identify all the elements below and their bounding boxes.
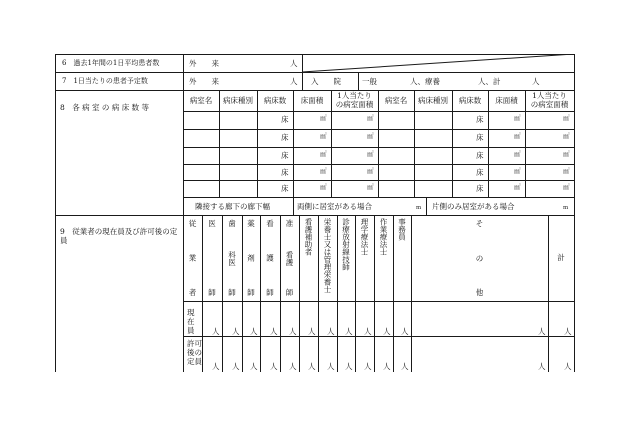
left-header-bed-count: 病床数 — [263, 96, 287, 105]
staff-header-11: 事務員 — [397, 218, 407, 241]
left-header-floor-area: 床面積 — [300, 96, 324, 105]
right-floor-area-unit-0: ㎡ — [514, 114, 521, 122]
staff-col-divider — [318, 215, 319, 372]
staff-current-unit-3: 人 — [250, 327, 258, 336]
corridor-top — [183, 197, 574, 198]
row8-label: 8 各 病 室 の 病 床 数 等 — [60, 103, 149, 112]
staff-after-permit-unit-3: 人 — [250, 362, 258, 371]
room-col-divider — [452, 90, 453, 197]
staff-current-unit-5: 人 — [289, 327, 297, 336]
right-header-bed-count: 病床数 — [458, 96, 482, 105]
left-header-room-area: の病室面積 — [335, 100, 374, 109]
row9-label: 9 従業者の現在員及び許可後の定員 — [60, 227, 178, 245]
one-side-m-unit: m — [563, 205, 569, 211]
left-room-area-unit-2: ㎡ — [367, 150, 374, 158]
staff-col-divider — [337, 215, 338, 372]
right-bed-unit-1: 床 — [476, 133, 484, 142]
left-bed-unit-0: 床 — [281, 115, 289, 124]
staff-header-10: 作業療法士 — [379, 218, 388, 256]
right-header-floor-area: 床面積 — [495, 96, 518, 105]
right-room-area-unit-2: ㎡ — [563, 150, 570, 158]
right-floor-area-unit-4: ㎡ — [514, 183, 521, 191]
staff-col-divider — [355, 215, 356, 372]
left-room-area-unit-3: ㎡ — [367, 167, 374, 175]
right-room-area-unit-1: ㎡ — [563, 132, 570, 140]
staff-current-unit-7: 人 — [327, 327, 335, 336]
staff-header-0-top: 従 — [188, 219, 197, 228]
right-header-per-person: 1人当たり — [532, 91, 567, 100]
row7-outpatient-label: 外 来 — [189, 77, 219, 86]
right-bed-unit-4: 床 — [476, 184, 484, 193]
staff-current-unit-1: 人 — [212, 327, 220, 336]
staff-header-4-top: 看 — [266, 219, 274, 228]
row7-divider — [302, 72, 303, 90]
room-col-divider — [414, 90, 415, 197]
row-divider — [55, 90, 574, 91]
right-room-area-unit-4: ㎡ — [563, 183, 570, 191]
left-border — [55, 54, 56, 372]
row7-outpatient-unit: 人 — [290, 77, 298, 86]
room-col-divider — [378, 90, 379, 197]
left-bed-unit-2: 床 — [281, 151, 289, 160]
row6-unit: 人 — [290, 59, 298, 68]
corridor-divider — [426, 197, 427, 215]
right-floor-area-unit-2: ㎡ — [514, 150, 521, 158]
staff-after-permit-unit-7: 人 — [327, 362, 335, 371]
staff-col-divider — [393, 215, 394, 372]
both-sides-m-unit: m — [416, 205, 422, 211]
staff-after-permit-unit-5: 人 — [289, 362, 297, 371]
room-col-divider — [257, 90, 258, 197]
staff-current-unit-8: 人 — [345, 327, 353, 336]
right-room-area-unit-0: ㎡ — [563, 114, 570, 122]
staff-current-unit-other: 人 — [538, 327, 546, 336]
room-col-divider — [219, 90, 220, 197]
staff-header-4-mid: 護 — [265, 254, 275, 262]
left-floor-area-unit-3: ㎡ — [320, 167, 327, 175]
staff-row-current-label: 現在員 — [187, 308, 195, 335]
both-sides-label: 両側に居室がある場合 — [297, 202, 372, 211]
left-floor-area-unit-1: ㎡ — [320, 132, 327, 140]
staff-header-other-other_top: そ — [475, 219, 484, 228]
staff-current-unit-2: 人 — [232, 327, 240, 336]
staff-header-5-top: 准 — [285, 219, 294, 228]
staff-col-divider — [299, 215, 300, 372]
left-header-room-name: 病室名 — [189, 96, 213, 105]
right-bed-unit-2: 床 — [476, 151, 484, 160]
left-bed-unit-1: 床 — [281, 133, 289, 142]
staff-header-1 — [202, 219, 222, 297]
left-bed-unit-3: 床 — [281, 168, 289, 177]
staff-header-0-mid: 業 — [188, 254, 197, 262]
room-col-divider — [293, 90, 294, 197]
staff-header-2-mid: 科医 — [227, 250, 237, 266]
left-floor-area-unit-2: ㎡ — [320, 150, 327, 158]
left-bed-unit-4: 床 — [281, 184, 289, 193]
right-header-room-area: の病室面積 — [530, 100, 569, 109]
staff-header-total: 計 — [557, 253, 565, 262]
staff-header-3-top: 薬 — [247, 219, 255, 228]
staff-header-3-bot: 師 — [247, 288, 255, 297]
right-floor-area-unit-1: ㎡ — [514, 132, 521, 140]
staff-header-1-bot: 師 — [208, 288, 216, 297]
staff-current-unit-4: 人 — [270, 327, 278, 336]
staff-after-permit-unit-9: 人 — [364, 362, 372, 371]
staff-header-0-bot: 者 — [188, 288, 197, 297]
row6-diagonal-strike — [302, 54, 574, 72]
staff-current-unit-total: 人 — [564, 327, 572, 336]
corridor-width-label: 隣接する廊下の廊下幅 — [195, 202, 270, 211]
staff-header-7: 栄養士又は管理栄養士 — [323, 218, 332, 293]
staff-current-unit-11: 人 — [401, 327, 409, 336]
staff-header-other — [411, 219, 548, 297]
staff-current-unit-6: 人 — [308, 327, 316, 336]
corridor-divider — [293, 197, 294, 215]
left-floor-area-unit-0: ㎡ — [320, 114, 327, 122]
right-bed-unit-3: 床 — [476, 168, 484, 177]
staff-after-permit-unit-total: 人 — [564, 362, 572, 371]
left-floor-area-unit-4: ㎡ — [320, 183, 327, 191]
staff-header-5 — [280, 219, 299, 297]
one-side-label: 片側のみ居室がある場合 — [432, 202, 515, 211]
staff-header-8: 診療放射線技師 — [341, 218, 351, 271]
left-room-area-unit-4: ㎡ — [367, 183, 374, 191]
row7-ryoyo-label: 人、療養 — [410, 77, 440, 86]
row7-total-unit: 人 — [532, 77, 540, 86]
row7-total-label: 人、計 — [478, 77, 501, 86]
row7-label: 7 1日当たりの患者予定数 — [62, 77, 148, 85]
staff-header-4 — [260, 219, 280, 297]
staff-current-unit-9: 人 — [364, 327, 372, 336]
staff-header-2-bot: 師 — [228, 288, 236, 297]
staff-after-permit-unit-other: 人 — [538, 362, 546, 371]
staff-header-other-other_bot: 他 — [475, 288, 484, 297]
row6-outpatient-label: 外 来 — [189, 59, 219, 68]
right-bed-unit-0: 床 — [476, 115, 484, 124]
staff-after-permit-unit-6: 人 — [308, 362, 316, 371]
staff-after-permit-unit-8: 人 — [345, 362, 353, 371]
left-room-area-unit-1: ㎡ — [367, 132, 374, 140]
staff-header-2 — [222, 219, 242, 297]
staff-row-after-permit-label: 許可後の定員 — [187, 339, 202, 366]
staff-after-permit-unit-11: 人 — [401, 362, 409, 371]
staff-header-5-bot: 師 — [285, 288, 294, 297]
row-divider — [55, 72, 574, 73]
staff-header-6: 看護補助者 — [304, 218, 313, 256]
staff-current-unit-10: 人 — [383, 327, 391, 336]
staff-col-divider — [374, 215, 375, 372]
right-header-room-name: 病室名 — [384, 96, 408, 105]
staff-after-permit-unit-10: 人 — [383, 362, 391, 371]
staff-header-1-top: 医 — [208, 219, 216, 228]
right-border — [574, 54, 575, 372]
staff-header-4-bot: 師 — [266, 288, 274, 297]
staff-header-other-other_mid: の — [475, 253, 484, 263]
row7-general-label: 一般 — [362, 77, 377, 86]
staff-after-permit-unit-4: 人 — [270, 362, 278, 371]
row7-divider — [358, 72, 359, 90]
row6-label: 6 過去1年間の1日平均患者数 — [62, 59, 160, 67]
right-room-area-unit-3: ㎡ — [563, 167, 570, 175]
staff-header-9: 理学療法士 — [360, 218, 369, 256]
staff-header-5-mid: 看護 — [285, 250, 294, 266]
staff-col-divider — [548, 215, 549, 372]
row-divider — [55, 215, 574, 216]
left-header-bed-type: 病床種別 — [223, 96, 253, 105]
row7-inpatient-label: 入 院 — [311, 77, 341, 86]
staff-header-3 — [242, 219, 260, 297]
staff-header-0 — [183, 219, 202, 297]
right-floor-area-unit-3: ㎡ — [514, 167, 521, 175]
staff-after-permit-unit-2: 人 — [232, 362, 240, 371]
left-room-area-unit-0: ㎡ — [367, 114, 374, 122]
staff-header-2-top: 歯 — [228, 219, 236, 228]
staff-header-3-mid: 剤 — [246, 254, 256, 262]
right-header-bed-type: 病床種別 — [418, 96, 448, 105]
room-col-divider — [488, 90, 489, 197]
staff-after-permit-unit-1: 人 — [212, 362, 220, 371]
left-header-per-person: 1人当たり — [337, 91, 372, 100]
